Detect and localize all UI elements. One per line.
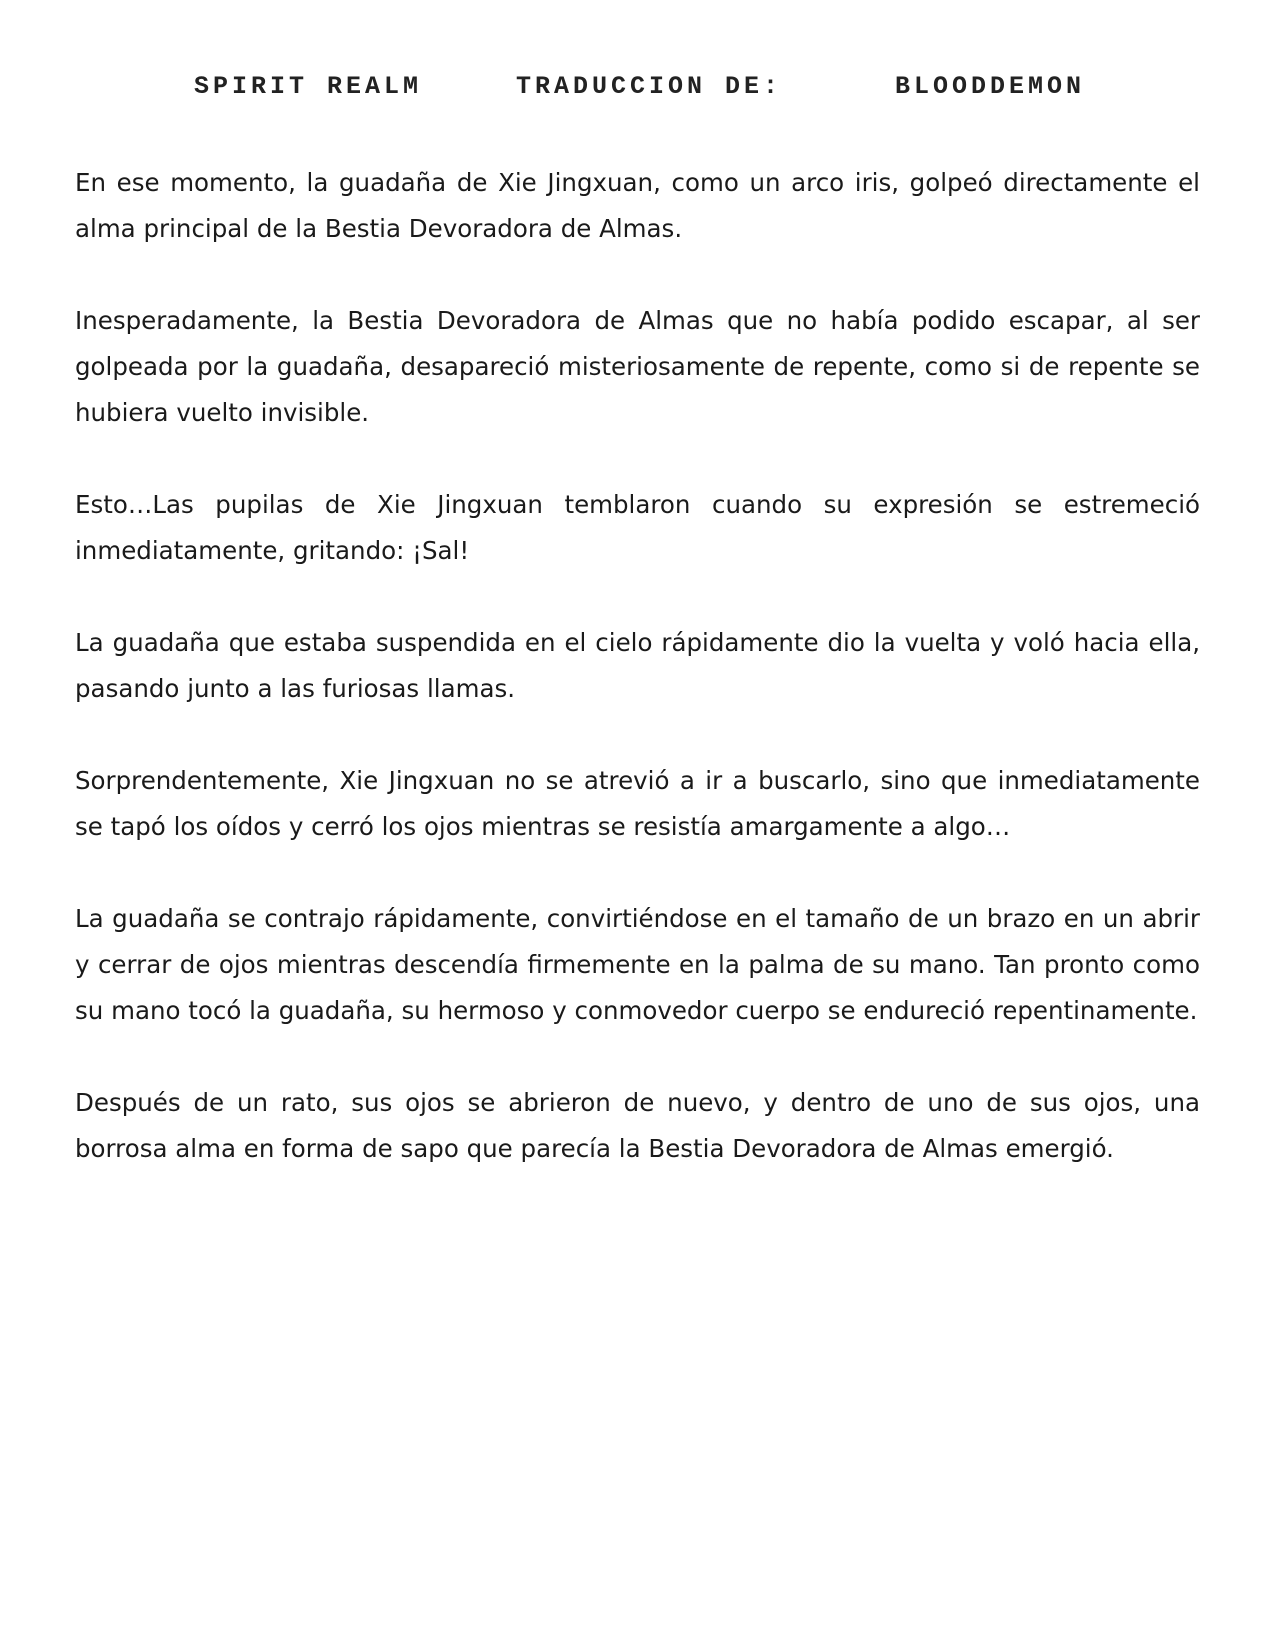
- paragraph: La guadaña que estaba suspendida en el cielo rápidamente dio la vuelta y voló hacia ella, pasando junto a las furiosas llamas.: [75, 628, 1200, 703]
- paragraph: La guadaña se contrajo rápidamente, convirtiéndose en el tamaño de un brazo en un abrir y cerrar de ojos mientras descendía firmemente en la palma de su mano. Tan pronto como su mano tocó la guadaña, su hermoso y conmovedor cuerpo se endureció repentinamente.: [75, 904, 1200, 1025]
- paragraph: Inesperadamente, la Bestia Devoradora de Almas que no había podido escapar, al ser golpeada por la guadaña, desapareció misteriosamente de repente, como si de repente se hubiera vuelto invisible.: [75, 306, 1200, 427]
- header-title: SPIRIT REALM: [194, 72, 423, 101]
- page-header: [0, 72, 1275, 112]
- paragraph: Sorprendentemente, Xie Jingxuan no se atrevió a ir a buscarlo, sino que inmediatamente se tapó los oídos y cerró los ojos mientras se resistía amargamente a algo…: [75, 766, 1200, 841]
- document-body: [75, 160, 1200, 1218]
- paragraph: Después de un rato, sus ojos se abrieron de nuevo, y dentro de uno de sus ojos, una borrosa alma en forma de sapo que parecía la Bestia Devoradora de Almas emergió.: [75, 1088, 1200, 1163]
- paragraph: En ese momento, la guadaña de Xie Jingxuan, como un arco iris, golpeó directamente el alma principal de la Bestia Devoradora de Almas.: [75, 168, 1200, 243]
- header-translator: BLOODDEMON: [895, 72, 1086, 101]
- header-translation-label: TRADUCCION DE:: [516, 72, 783, 101]
- paragraph: Esto…Las pupilas de Xie Jingxuan temblaron cuando su expresión se estremeció inmediatamente, gritando: ¡Sal!: [75, 490, 1200, 565]
